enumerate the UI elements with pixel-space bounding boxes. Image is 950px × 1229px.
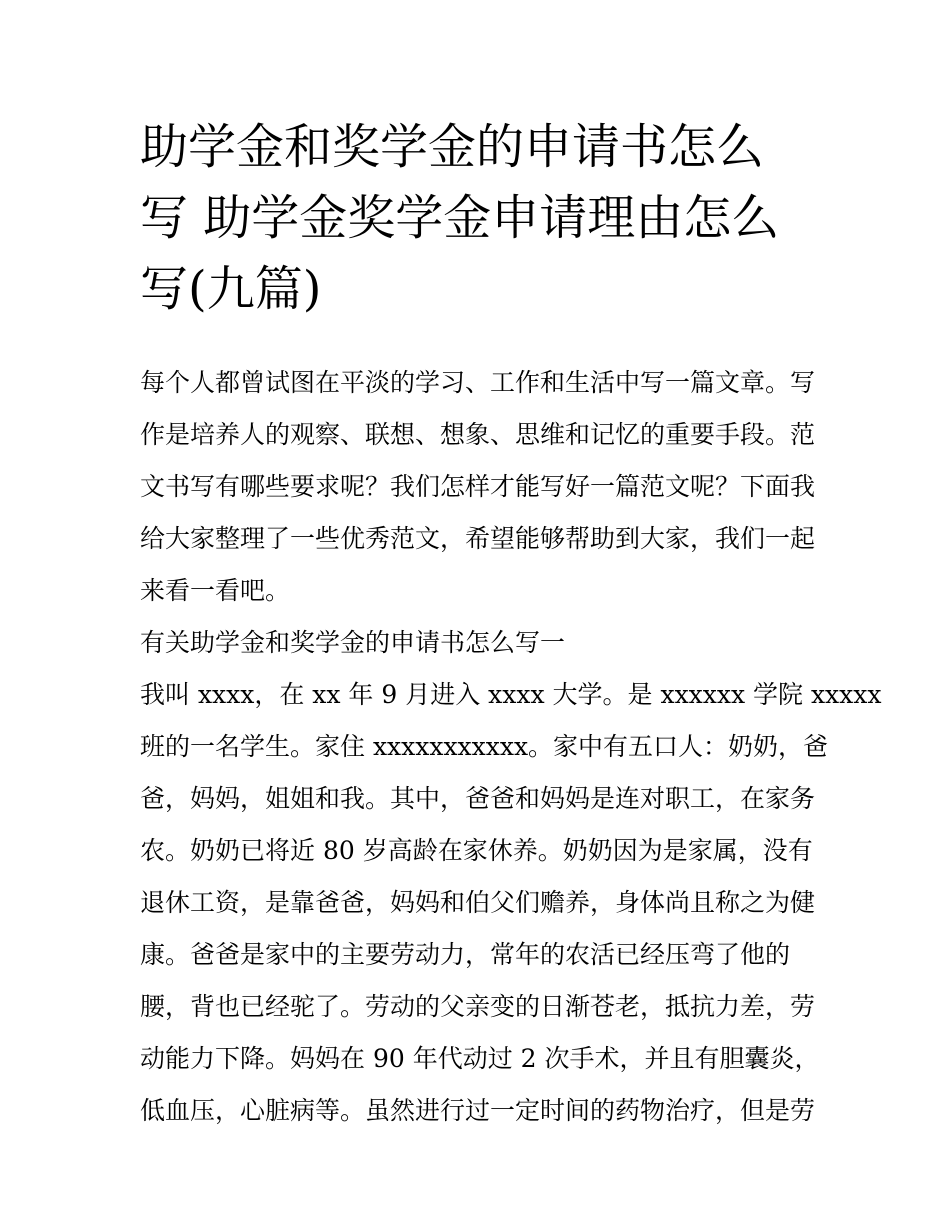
intro-line: 来看一看吧。 — [140, 576, 291, 605]
section-line: 我叫 xxxx，在 xx 年 9 月进入 xxxx 大学。是 xxxxxx 学院 xxxxx — [140, 680, 882, 709]
section-line: 动能力下降。妈妈在 90 年代动过 2 次手术，并且有胆囊炎， — [140, 1044, 820, 1073]
document-body — [140, 357, 882, 1137]
intro-line: 作是培养人的观察、联想、想象、思维和记忆的重要手段。范 — [140, 420, 816, 449]
title-line: 写 助学金奖学金申请理由怎么 — [140, 190, 780, 246]
section-line: 农。奶奶已将近 80 岁高龄在家休养。奶奶因为是家属，没有 — [140, 836, 813, 865]
title-line: 写(九篇) — [140, 261, 322, 317]
section-line: 退休工资，是靠爸爸，妈妈和伯父们赡养，身体尚且称之为健 — [140, 888, 816, 917]
section-line: 康。爸爸是家中的主要劳动力，常年的农活已经压弯了他的 — [140, 940, 791, 969]
section-line: 腰，背也已经驼了。劳动的父亲变的日渐苍老，抵抗力差，劳 — [140, 992, 816, 1021]
intro-line: 每个人都曾试图在平淡的学习、工作和生活中写一篇文章。写 — [140, 368, 816, 397]
section-heading: 有关助学金和奖学金的申请书怎么写一 — [140, 628, 566, 657]
document-title — [140, 112, 820, 325]
section-line: 爸，妈妈，姐姐和我。其中，爸爸和妈妈是连对职工，在家务 — [140, 784, 816, 813]
title-line: 助学金和奖学金的申请书怎么 — [140, 119, 765, 175]
intro-paragraph — [140, 357, 820, 617]
section-line: 低血压，心脏病等。虽然进行过一定时间的药物治疗，但是劳 — [140, 1096, 816, 1125]
section-line: 班的一名学生。家住 xxxxxxxxxxx。家中有五口人：奶奶，爸 — [140, 732, 829, 761]
intro-line: 文书写有哪些要求呢？我们怎样才能写好一篇范文呢？下面我 — [140, 472, 816, 501]
intro-line: 给大家整理了一些优秀范文，希望能够帮助到大家，我们一起 — [140, 524, 816, 553]
section-paragraph — [140, 669, 882, 1137]
